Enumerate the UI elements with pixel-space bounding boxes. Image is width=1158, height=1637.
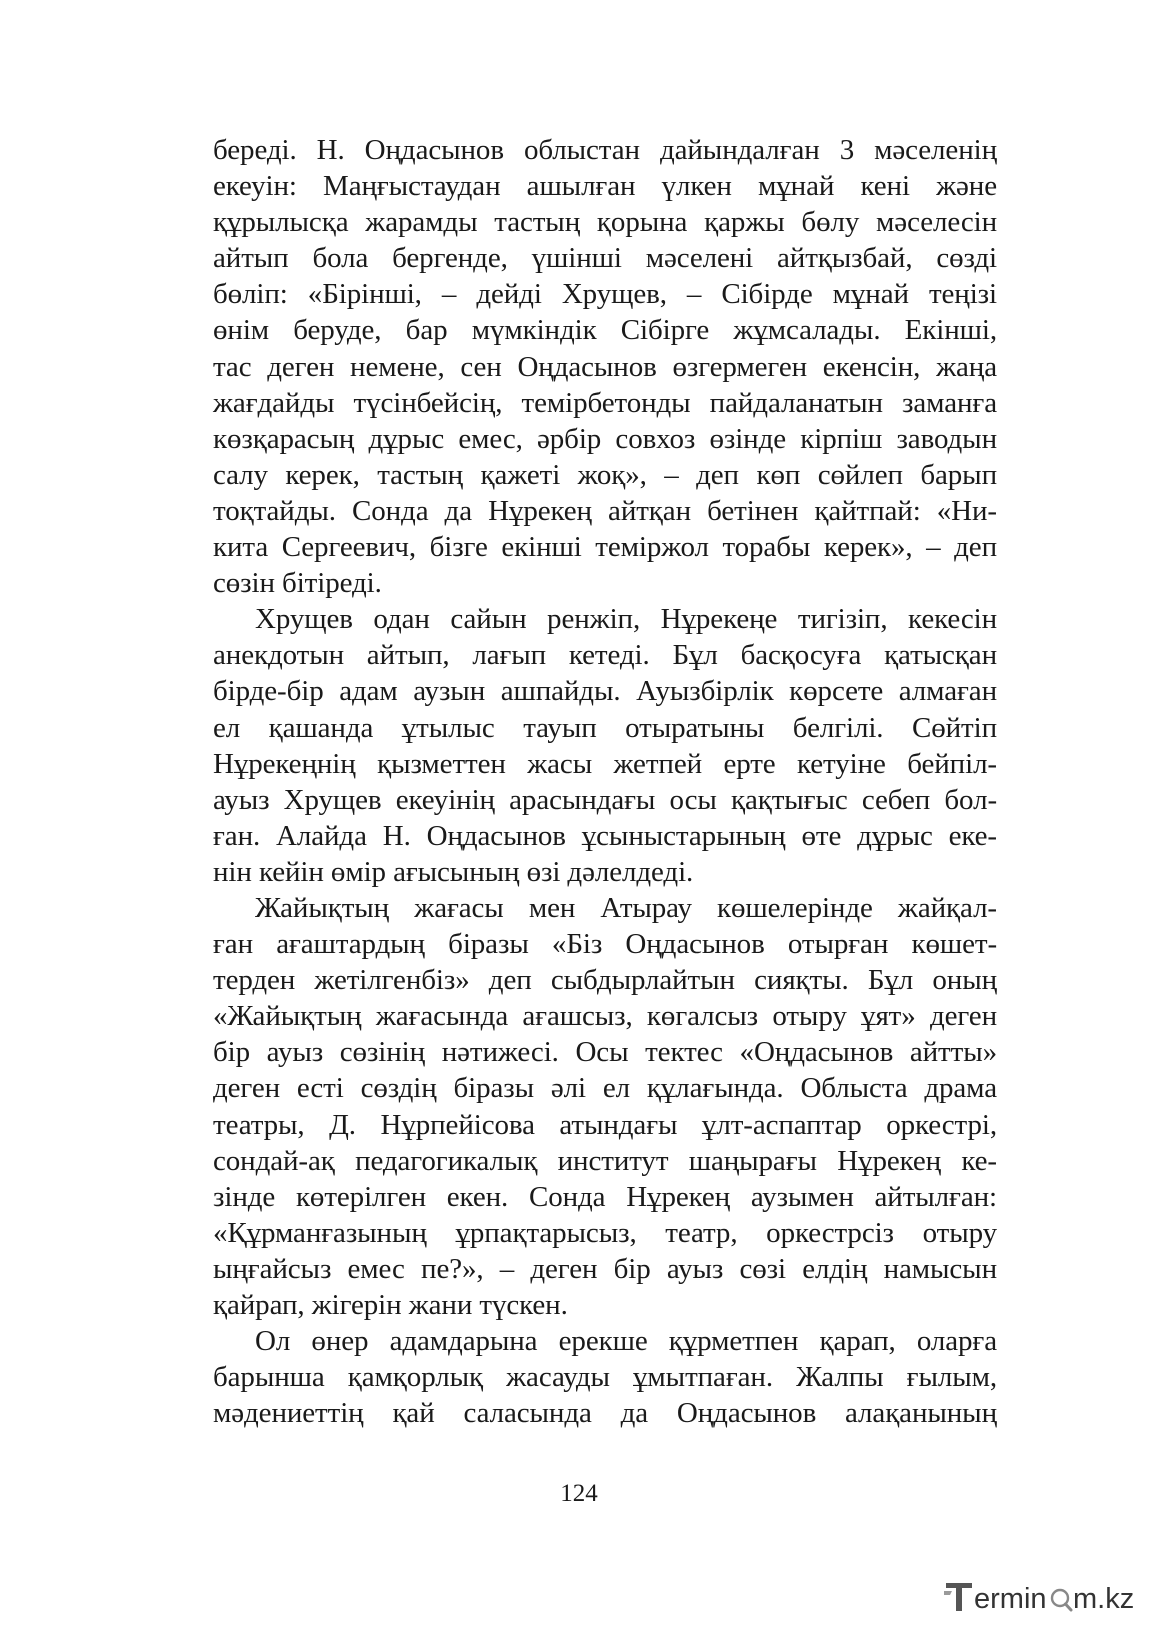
text-line: сондай-ақ педагогикалық институт шаңырағы Нұрекең ке- xyxy=(213,1144,997,1177)
text-line: ауыз Хрущев екеуінің арасындағы осы қақтығыс себеп бол- xyxy=(213,783,997,816)
text-line: Нұрекеңнің қызметтен жасы жетпей ерте кетуіне бейпіл- xyxy=(213,747,997,780)
text-line: ел қашанда ұтылыс тауып отыратыны белгілі. Сөйтіп xyxy=(213,711,997,744)
text-line: деген есті сөздің біразы әлі ел құлағында. Облыста драма xyxy=(213,1072,997,1105)
text-line: Хрущев одан сайын ренжіп, Нұрекеңе тигізіп, кекесін xyxy=(255,603,997,636)
text-line: сөзін бітіреді. xyxy=(213,567,382,600)
text-line: тоқтайды. Сонда да Нұрекең айтқан бетінен қайтпай: «Ни- xyxy=(213,494,997,527)
text-line: терден жетілгенбіз» деп сыбдырлайтын сияқты. Бұл оның xyxy=(213,964,997,997)
text-line: өнім беруде, бар мүмкіндік Сібірге жұмсалады. Екінші, xyxy=(213,314,997,347)
magnifier-o-icon xyxy=(1052,1590,1071,1610)
termincom-logo[interactable] xyxy=(944,1577,1144,1617)
text-line: тас деген немене, сен Оңдасынов өзгермеген екенсін, жаңа xyxy=(213,350,997,383)
text-line: ыңғайсыз емес пе?», – деген бір ауыз сөзі елдің намысын xyxy=(213,1252,997,1285)
page-body xyxy=(213,132,997,1431)
text-line: «Құрманғазының ұрпақтарысыз, театр, оркестрсіз отыру xyxy=(213,1216,997,1249)
text-line: ған ағаштардың біразы «Біз Оңдасынов отырған көшет- xyxy=(213,928,997,961)
text-line: кита Сергеевич, бізге екінші теміржол торабы керек», – деп xyxy=(213,531,997,564)
logo-text-part1: ermin xyxy=(974,1583,1047,1615)
text-line: театры, Д. Нұрпейісова атындағы ұлт-аспаптар оркестрі, xyxy=(213,1108,997,1141)
text-line: жағдайды түсінбейсің, темірбетонды пайдаланатын заманға xyxy=(213,386,997,419)
page-number: 124 xyxy=(560,1480,598,1507)
text-line: бірде-бір адам аузын ашпайды. Ауызбірлік көрсете алмаған xyxy=(213,675,997,708)
text-line: екеуін: Маңғыстаудан ашылған үлкен мұнай кені және xyxy=(213,170,997,203)
text-line: барынша қамқорлық жасауды ұмытпаған. Жалпы ғылым, xyxy=(213,1361,997,1394)
text-line: «Жайықтың жағасында ағашсыз, көгалсыз отыру ұят» деген xyxy=(213,1000,997,1033)
text-line: мәдениеттің қай саласында да Оңдасынов алақанының xyxy=(213,1397,997,1430)
text-line: көзқарасың дұрыс емес, әрбір совхоз өзінде кірпіш заводын xyxy=(213,422,997,455)
text-line: нін кейін өмір ағысының өзі дәлелдеді. xyxy=(213,855,694,888)
text-line: бір ауыз сөзінің нәтижесі. Осы тектес «Оңдасынов айтты» xyxy=(213,1036,997,1069)
text-line: Жайықтың жағасы мен Атырау көшелерінде жайқал- xyxy=(255,891,997,924)
text-line: Ол өнер адамдарына ерекше құрметпен қарап, оларға xyxy=(255,1325,997,1358)
logo-text-part2: m.kz xyxy=(1073,1583,1135,1615)
text-line: айтып бола бергенде, үшінші мәселені айтқызбай, сөзді xyxy=(213,242,997,275)
text-line: салу керек, тастың қажеті жоқ», – деп көп сөйлеп барып xyxy=(213,458,997,491)
logo-t-letter xyxy=(944,1583,972,1611)
text-line: құрылысқа жарамды тастың қорына қаржы бөлу мәселесін xyxy=(213,206,997,239)
text-line: анекдотын айтып, лағып кетеді. Бұл басқосуға қатысқан xyxy=(213,639,997,672)
text-line: бөліп: «Бірінші, – дейді Хрущев, – Сібірде мұнай теңізі xyxy=(213,278,997,311)
text-line: зінде көтерілген екен. Сонда Нұрекең аузымен айтылған: xyxy=(213,1180,997,1213)
text-line: береді. Н. Оңдасынов облыстан дайындалған 3 мәселенің xyxy=(213,134,997,166)
text-line: қайрап, жігерін жани түскен. xyxy=(213,1289,568,1321)
text-line: ған. Алайда Н. Оңдасынов ұсыныстарының өте дұрыс еке- xyxy=(213,819,997,852)
